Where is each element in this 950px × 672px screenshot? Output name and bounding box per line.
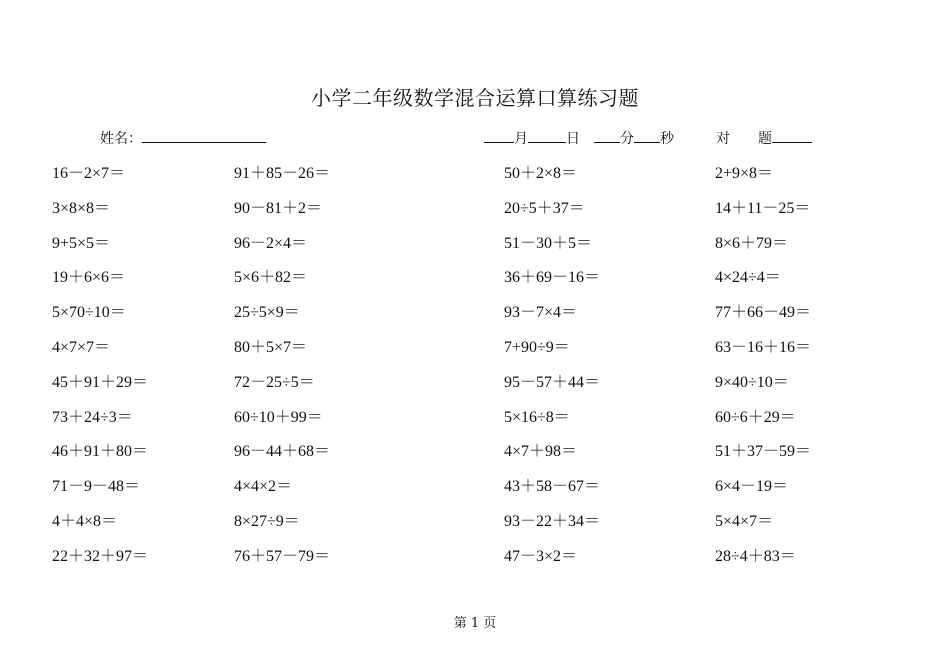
problem-item: 22＋32＋97＝ — [52, 547, 149, 565]
problem-item: 8×6＋79＝ — [715, 234, 789, 252]
page-title: 小学二年级数学混合运算口算练习题 — [311, 86, 639, 110]
problem-row — [0, 404, 950, 428]
problem-item: 77＋66－49＝ — [715, 304, 812, 322]
problem-row — [0, 473, 950, 497]
problem-item: 20÷5＋37＝ — [504, 199, 585, 217]
page-number: 1 — [470, 616, 480, 631]
page-footer — [0, 612, 950, 631]
day-label: 日 — [566, 131, 580, 147]
problem-item: 4×7＋98＝ — [504, 443, 578, 461]
score-blank[interactable] — [772, 128, 812, 143]
date-time-score — [484, 128, 674, 148]
problem-item: 96－44＋68＝ — [234, 443, 331, 461]
month-blank[interactable] — [484, 128, 514, 143]
problem-item: 63－16＋16＝ — [715, 339, 812, 356]
problem-item: 5×16÷8＝ — [504, 408, 570, 426]
second-label: 秒 — [660, 131, 674, 147]
problem-item: 51－30＋5＝ — [504, 234, 593, 252]
problem-row — [0, 543, 950, 567]
problem-item: 95－57＋44＝ — [504, 373, 601, 391]
problem-item: 60÷10＋99＝ — [234, 408, 323, 426]
day-blank[interactable] — [528, 128, 566, 143]
problem-item: 51＋37－59＝ — [715, 443, 812, 461]
problem-item: 9+5×5＝ — [52, 234, 111, 252]
problem-item: 43＋58－67＝ — [504, 478, 601, 496]
name-field[interactable] — [100, 128, 266, 148]
problem-item: 9×40÷10＝ — [715, 373, 789, 391]
footer-prefix: 第 — [453, 616, 467, 631]
problem-item: 6×4－19＝ — [715, 478, 789, 496]
problem-item: 96－2×4＝ — [234, 234, 308, 252]
problem-item: 5×70÷10＝ — [52, 304, 126, 322]
problem-item: 19＋6×6＝ — [52, 269, 126, 287]
problem-item: 46＋91＋80＝ — [52, 443, 149, 461]
problem-item: 8×27÷9＝ — [234, 513, 300, 530]
problem-item: 4×4×2＝ — [234, 478, 293, 496]
second-blank[interactable] — [634, 128, 660, 143]
problem-item: 91＋85－26＝ — [234, 165, 331, 182]
problem-item: 7+90÷9＝ — [504, 339, 570, 356]
score-field — [716, 128, 812, 148]
minute-blank[interactable] — [594, 128, 620, 143]
problem-row — [0, 369, 950, 393]
problem-row — [0, 264, 950, 288]
problem-item: 72－25÷5＝ — [234, 373, 315, 391]
problem-item: 47－3×2＝ — [504, 547, 578, 565]
problem-item: 60÷6＋29＝ — [715, 408, 796, 426]
problem-row — [0, 160, 950, 184]
problem-item: 2+9×8＝ — [715, 165, 774, 182]
problem-item: 3×8×8＝ — [52, 199, 111, 217]
month-label: 月 — [514, 131, 528, 147]
problem-item: 5×4×7＝ — [715, 513, 774, 530]
problem-row — [0, 508, 950, 532]
problem-item: 5×6＋82＝ — [234, 269, 308, 287]
problem-item: 80＋5×7＝ — [234, 339, 308, 356]
problem-item: 25÷5×9＝ — [234, 304, 300, 322]
problem-item: 50＋2×8＝ — [504, 165, 578, 182]
problem-item: 28÷4＋83＝ — [715, 547, 796, 565]
problem-item: 73＋24÷3＝ — [52, 408, 133, 426]
problem-item: 14＋11－25＝ — [715, 199, 811, 217]
problem-row — [0, 438, 950, 462]
name-label: 姓名： — [100, 131, 142, 147]
problem-item: 4×24÷4＝ — [715, 269, 781, 287]
name-blank[interactable] — [142, 128, 266, 143]
problem-item: 4×7×7＝ — [52, 339, 111, 356]
problem-item: 76＋57－79＝ — [234, 547, 331, 565]
problem-item: 90－81＋2＝ — [234, 199, 323, 217]
questions-label: 题 — [758, 131, 772, 147]
problem-item: 36＋69－16＝ — [504, 269, 601, 287]
problem-item: 71－9－48＝ — [52, 478, 141, 496]
correct-label: 对 — [716, 131, 730, 147]
problem-row — [0, 299, 950, 323]
problem-item: 4＋4×8＝ — [52, 513, 118, 530]
problem-row — [0, 195, 950, 219]
problem-row — [0, 230, 950, 254]
problem-item: 45＋91＋29＝ — [52, 373, 149, 391]
problem-item: 93－22＋34＝ — [504, 513, 601, 530]
problem-row — [0, 334, 950, 358]
problem-item: 93－7×4＝ — [504, 304, 578, 322]
minute-label: 分 — [620, 131, 634, 147]
footer-suffix: 页 — [483, 616, 497, 631]
problem-item: 16－2×7＝ — [52, 165, 126, 182]
